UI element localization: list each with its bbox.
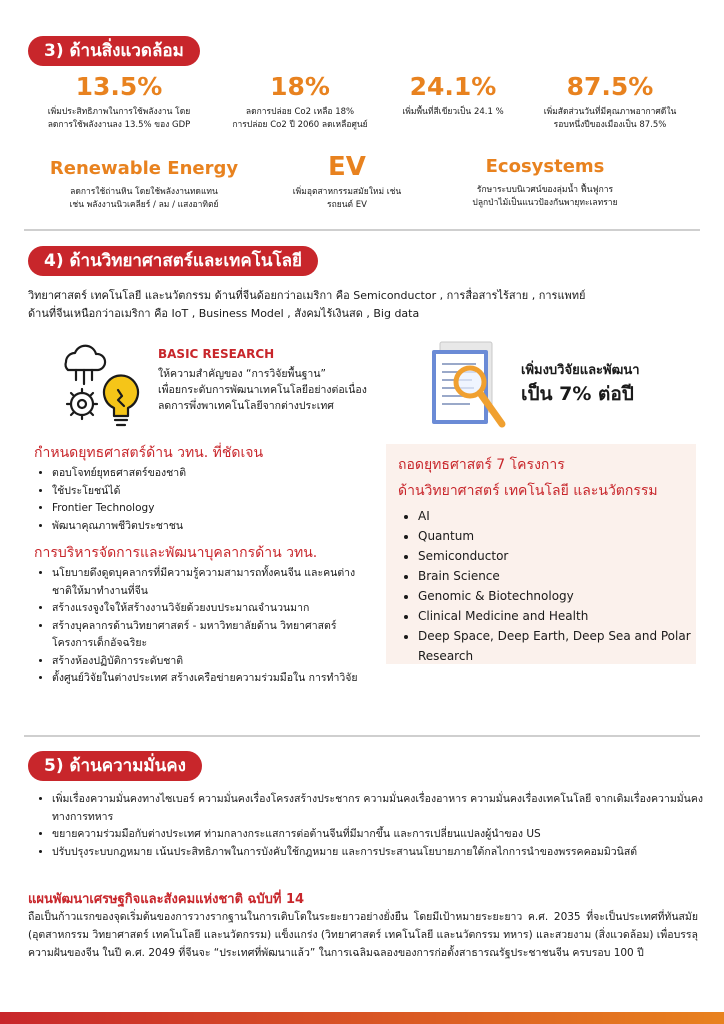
basic-research-desc: ให้ความสำคัญของ “การวิจัยพื้นฐาน” เพื่อยกระดับการพัฒนาเทคโนโลยีอย่างต่อเนื่อง ลดการพึ่งพาเทคโนโลยีจากต่างประเทศ	[158, 368, 367, 412]
footer-bar	[0, 1012, 724, 1024]
environment-stats	[24, 72, 700, 228]
list-item: • ปรับปรุงระบบกฎหมาย เน้นประสิทธิภาพในการบังคับใช้กฎหมาย และการประสานนโยบายภายใต้กลไกการนำของพรรคคอมมิวนิสต์	[52, 844, 712, 862]
strategy-list	[34, 465, 374, 535]
security-list	[34, 791, 712, 861]
list-item: • Quantum	[418, 526, 700, 546]
list-item: • ใช้ประโยชน์ได้	[52, 483, 374, 501]
strategy-column	[34, 443, 374, 696]
stat-value: Renewable Energy	[49, 158, 239, 179]
plan-title: แผนพัฒนาเศรษฐกิจและสังคมแห่งชาติ ฉบับที่ 14	[28, 892, 305, 907]
stat-value: 87.5%	[566, 72, 654, 101]
list-item: • Clinical Medicine and Health	[418, 606, 700, 626]
list-item: • เพิ่มเรื่องความมั่นคงทางไซเบอร์ ความมั่นคงเรื่องโครงสร้างประชากร ความมั่นคงเรื่องอาหาร ความมั่นคงเรื่องเทคโนโลยี จากเดิมเรื่องความมั่นคงทางการทหาร	[52, 791, 712, 826]
section-4-title: 4) ด้านวิทยาศาสตร์และเทคโนโลยี	[28, 246, 318, 276]
list-item: • สร้างบุคลากรด้านวิทยาศาสตร์ - มหาวิทยาลัยด้าน วิทยาศาสตร์ โครงการเด็กอัจฉริยะ	[52, 618, 374, 653]
stat-green-area	[386, 72, 520, 152]
projects-box	[386, 444, 696, 664]
stat-energy-efficiency	[24, 72, 214, 152]
stat-co2	[214, 72, 386, 152]
stat-air-quality	[520, 72, 700, 152]
electric-vehicle	[264, 152, 430, 228]
list-item: • นโยบายดึงดูดบุคลากรที่มีความรู้ความสามารถทั้งคนจีน และคนต่างชาติให้มาทำงานที่จีน	[52, 565, 374, 600]
personnel-heading: การบริหารจัดการและพัฒนาบุคลากรด้าน วทน.	[34, 545, 318, 561]
list-item: • ตอบโจทย์ยุทธศาสตร์ของชาติ	[52, 465, 374, 483]
stat-description: เพิ่มอุตสาหกรรมสมัยใหม่ เช่น รถยนต์ EV	[292, 187, 402, 210]
list-item: • สร้างแรงจูงใจให้สร้างงานวิจัยด้วยงบประมาณจำนวนมาก	[52, 600, 374, 618]
projects-list	[400, 506, 700, 666]
stat-description: เพิ่มประสิทธิภาพในการใช้พลังงาน โดย ลดการใช้พลังงานลง 13.5% ของ GDP	[47, 107, 191, 130]
stat-description: ลดการปล่อย Co2 เหลือ 18% การปล่อย Co2 ปี 2060 ลดเหลือศูนย์	[232, 107, 368, 130]
ecosystems	[430, 152, 660, 228]
section-divider	[24, 735, 700, 737]
renewable-energy	[24, 152, 264, 228]
document-magnifier-icon	[426, 338, 510, 434]
stat-value: Ecosystems	[485, 156, 605, 177]
stat-description: เพิ่มพื้นที่สีเขียวเป็น 24.1 %	[402, 107, 504, 117]
projects-heading-line2: ด้านวิทยาศาสตร์ เทคโนโลยี และนวัตกรรม	[398, 483, 658, 499]
stat-value: 13.5%	[75, 72, 163, 101]
list-item: • AI	[418, 506, 700, 526]
list-item: • Deep Space, Deep Earth, Deep Sea and Polar Research	[418, 626, 700, 666]
list-item: • สร้างห้องปฏิบัติการระดับชาติ	[52, 653, 374, 671]
list-item: • Genomic & Biotechnology	[418, 586, 700, 606]
section-5-title: 5) ด้านความมั่นคง	[28, 751, 202, 781]
stat-description: ลดการใช้ถ่านหิน โดยใช้พลังงานทดแทน เช่น พลังงานนิวเคลียร์ / ลม / แสงอาทิตย์	[69, 187, 219, 210]
strategy-heading: กำหนดยุทธศาสตร์ด้าน วทน. ที่ชัดเจน	[34, 445, 264, 461]
investment-label: เพิ่มงบวิจัยและพัฒนา	[521, 363, 640, 378]
plan-body: ถือเป็นก้าวแรกของจุดเริ่มต้นของการวางรากฐานในการเติบโตในระยะยาวอย่างยั่งยืน โดยมีเป้าหมายระยะยาว ค.ศ. 2035 ที่จะเป็นประเทศที่ทันสมัย (อุตสาหกรรม วิทยาศาสตร์ เทคโนโลยี และนวัตกรรม) แข็งแกร่ง (วิทยาศาสตร์ เทคโนโลยี และนวัตกรรม ทหาร) และสวยงาม (สิ่งแวดล้อม) เพื่อบรรลุความฝันของจีน ในปี ค.ศ. 2049 ที่จีนจะ “ประเทศที่พัฒนาแล้ว” ในการเฉลิมฉลองของการก่อตั้งสาธารณรัฐประชาชนจีน ครบรอบ 100 ปี	[28, 911, 698, 959]
projects-heading-line1: ถอดยุทธศาสตร์ 7 โครงการ	[398, 457, 565, 473]
list-item: • ขยายความร่วมมือกับต่างประเทศ ท่ามกลางกระแสการต่อต้านจีนที่มีมากขึ้น และการเปลี่ยนแปลงผู้นำของ US	[52, 826, 712, 844]
stat-description: รักษาระบบนิเวศน์ของลุ่มน้ำ ฟื้นฟูการ ปลูกป่าไม้เป็นแนวป้องกันพายุทะเลทราย	[472, 185, 618, 208]
list-item: • Semiconductor	[418, 546, 700, 566]
list-item: • Brain Science	[418, 566, 700, 586]
stat-description: เพิ่มสัดส่วนวันที่มีคุณภาพอากาศดีใน รอบหนึ่งปีของเมืองเป็น 87.5%	[543, 107, 677, 130]
investment-value: เป็น 7% ต่อปี	[521, 383, 634, 405]
personnel-list	[34, 565, 374, 688]
basic-research-title: BASIC RESEARCH	[158, 347, 275, 361]
list-item: • พัฒนาคุณภาพชีวิตประชาชน	[52, 518, 374, 536]
section-divider	[24, 229, 700, 231]
list-item: • ตั้งศูนย์วิจัยในต่างประเทศ สร้างเครือข่ายความร่วมมือใน การทำวิจัย	[52, 670, 374, 688]
section-3-title: 3) ด้านสิ่งแวดล้อม	[28, 36, 200, 66]
science-intro: วิทยาศาสตร์ เทคโนโลยี และนวัตกรรม ด้านที่จีนด้อยกว่าอเมริกา คือ Semiconductor , การสื่อสารไร้สาย , การแพทย์ ด้านที่จีนเหนือกว่าอเมริกา คือ IoT , Business Model , สังคมไร้เงินสด , Big data	[28, 289, 586, 320]
stat-value: 18%	[270, 72, 330, 101]
stat-value: EV	[328, 152, 366, 182]
stat-value: 24.1%	[409, 72, 497, 101]
research-icon	[56, 340, 148, 432]
projects-heading	[398, 452, 694, 504]
list-item: • Frontier Technology	[52, 500, 374, 518]
